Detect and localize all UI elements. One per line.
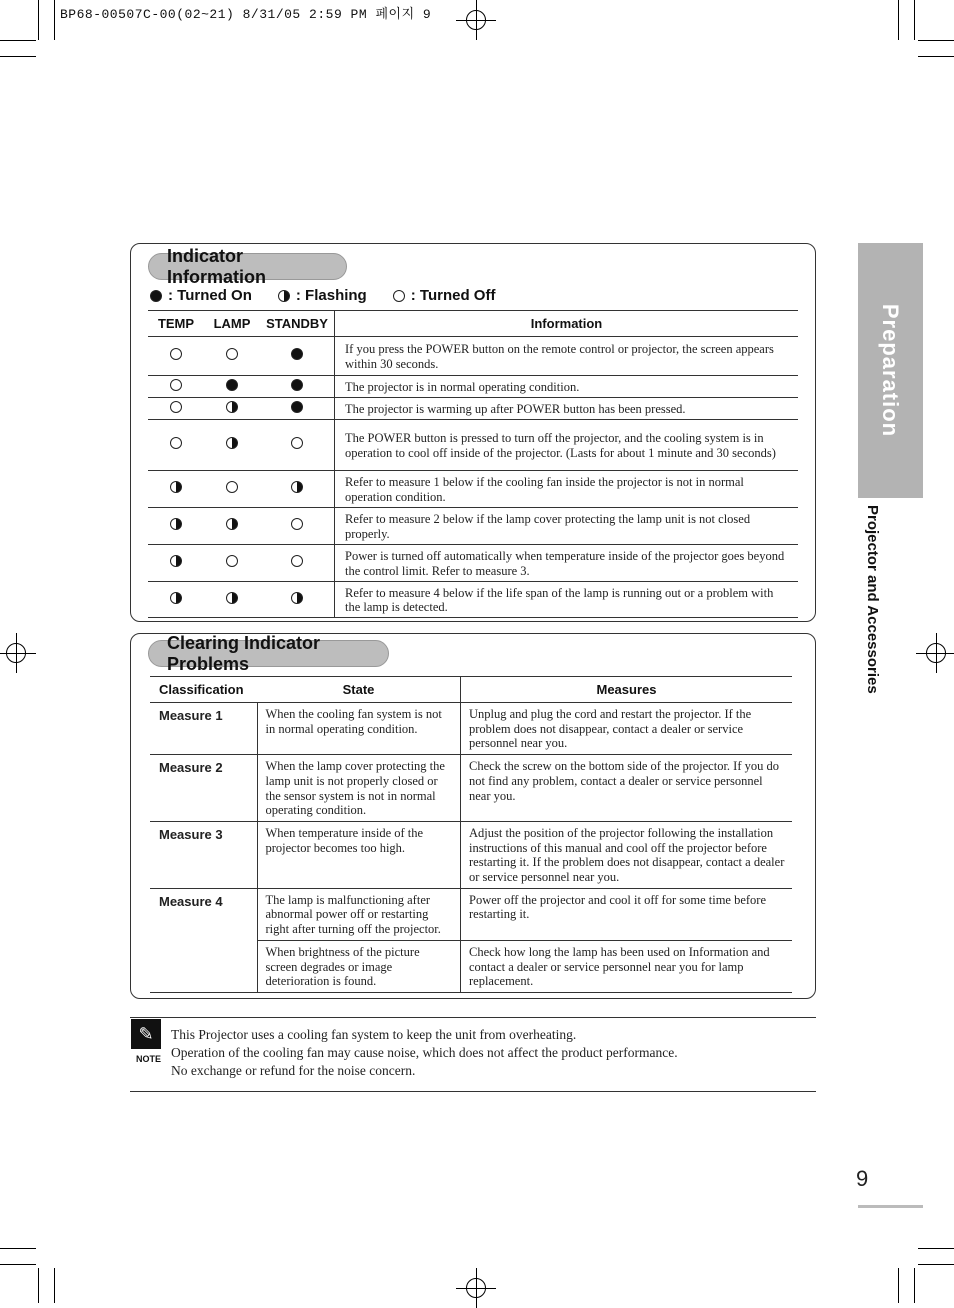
- measures-cell: Adjust the position of the projector following the installation instructions of this manual and cool off the projector before restarting it. If the problem does not disappear, contact a dealer or service personnel near you.: [461, 821, 793, 888]
- indicator-row: [148, 337, 798, 376]
- turned-off-icon: [226, 481, 238, 493]
- measures-cell: Check the screw on the bottom side of the projector. If you do not find any problem, contact a dealer or service personnel near you.: [461, 755, 793, 822]
- classification-cell: [150, 940, 257, 992]
- turned-on-icon: [291, 379, 303, 391]
- indicator-temp-cell: [148, 545, 204, 582]
- classification-cell: Measure 3: [150, 821, 257, 888]
- registration-mark-left: [0, 633, 36, 673]
- indicator-lamp-cell: [204, 508, 260, 545]
- indicator-lamp-cell: [204, 420, 260, 471]
- indicator-information-title: Indicator Information: [148, 253, 347, 280]
- indicator-info-cell: Refer to measure 1 below if the cooling fan inside the projector is not in normal operation condition.: [335, 471, 799, 508]
- flashing-icon: [170, 481, 182, 493]
- indicator-temp-cell: [148, 582, 204, 618]
- clearing-row: [150, 888, 792, 940]
- subsection-label: [858, 505, 888, 705]
- indicator-row: [148, 508, 798, 545]
- page-number: 9: [856, 1166, 869, 1191]
- indicator-info-cell: Refer to measure 4 below if the life span of the lamp is running out or a problem with the lamp is detected.: [335, 582, 799, 618]
- clearing-row: [150, 940, 792, 992]
- col-standby: STANDBY: [260, 311, 335, 337]
- note-line: Operation of the cooling fan may cause noise, which does not affect the product performance.: [171, 1045, 678, 1060]
- note-line: This Projector uses a cooling fan system to keep the unit from overheating.: [171, 1027, 577, 1042]
- indicator-standby-cell: [260, 471, 335, 508]
- state-cell: When the cooling fan system is not in normal operating condition.: [257, 703, 461, 755]
- flashing-icon: [226, 401, 238, 413]
- indicator-standby-cell: [260, 376, 335, 398]
- col-state: State: [257, 677, 461, 703]
- indicator-lamp-cell: [204, 545, 260, 582]
- print-header: BP68-00507C-00(02~21) 8/31/05 2:59 PM 페이지 9: [60, 7, 432, 22]
- clearing-row: [150, 755, 792, 822]
- indicator-row: [148, 582, 798, 618]
- classification-cell: Measure 1: [150, 703, 257, 755]
- flashing-icon: [170, 555, 182, 567]
- turned-on-icon: [291, 401, 303, 413]
- flashing-icon: [226, 437, 238, 449]
- indicator-standby-cell: [260, 582, 335, 618]
- indicator-standby-cell: [260, 337, 335, 376]
- indicator-temp-cell: [148, 337, 204, 376]
- indicator-row: [148, 545, 798, 582]
- pencil-note-icon: ✎: [131, 1019, 161, 1049]
- state-cell: When temperature inside of the projector becomes too high.: [257, 821, 461, 888]
- indicator-lamp-cell: [204, 398, 260, 420]
- indicator-temp-cell: [148, 508, 204, 545]
- indicator-table: [148, 310, 798, 618]
- legend-flashing-label: : Flashing: [295, 287, 367, 304]
- indicator-lamp-cell: [204, 582, 260, 618]
- indicator-lamp-cell: [204, 337, 260, 376]
- legend-turned-off: [393, 287, 496, 304]
- indicator-temp-cell: [148, 398, 204, 420]
- indicator-row: [148, 471, 798, 508]
- flashing-icon: [170, 518, 182, 530]
- flashing-icon: [278, 290, 290, 302]
- indicator-standby-cell: [260, 508, 335, 545]
- turned-off-icon: [170, 437, 182, 449]
- measures-cell: Power off the projector and cool it off for some time before restarting it.: [461, 888, 793, 940]
- col-information: Information: [335, 311, 799, 337]
- indicator-info-cell: Refer to measure 2 below if the lamp cover protecting the lamp unit is not closed properly.: [335, 508, 799, 545]
- indicator-standby-cell: [260, 398, 335, 420]
- state-cell: When the lamp cover protecting the lamp unit is not properly closed or the sensor system is not in normal operating condition.: [257, 755, 461, 822]
- section-tab: [858, 243, 923, 498]
- clearing-table: [150, 676, 792, 993]
- turned-off-icon: [291, 437, 303, 449]
- turned-off-icon: [226, 348, 238, 360]
- section-tab-label: Preparation: [878, 303, 904, 438]
- turned-off-icon: [226, 555, 238, 567]
- col-classification: Classification: [150, 677, 257, 703]
- state-cell: When brightness of the picture screen degrades or image deterioration is found.: [257, 940, 461, 992]
- col-temp: TEMP: [148, 311, 204, 337]
- indicator-info-cell: The POWER button is pressed to turn off the projector, and the cooling system is in operation to cool off inside of the projector. (Lasts for about 1 minute and 30 seconds): [335, 420, 799, 471]
- registration-mark-top: [456, 0, 496, 40]
- indicator-row: [148, 398, 798, 420]
- clearing-table-header: [150, 677, 792, 703]
- page-number-rule: [858, 1205, 923, 1208]
- indicator-info-cell: Power is turned off automatically when temperature inside of the projector goes beyond the control limit. Refer to measure 3.: [335, 545, 799, 582]
- turned-on-icon: [226, 379, 238, 391]
- flashing-icon: [291, 481, 303, 493]
- indicator-info-cell: If you press the POWER button on the remote control or projector, the screen appears within 30 seconds.: [335, 337, 799, 376]
- indicator-lamp-cell: [204, 376, 260, 398]
- legend-turned-on: [150, 287, 252, 304]
- col-measures: Measures: [461, 677, 793, 703]
- indicator-temp-cell: [148, 420, 204, 471]
- note-line: No exchange or refund for the noise concern.: [171, 1063, 416, 1078]
- clearing-row: [150, 821, 792, 888]
- note-section: [130, 1017, 816, 1092]
- flashing-icon: [291, 592, 303, 604]
- measures-cell: Check how long the lamp has been used on Information and contact a dealer or service personnel near you for lamp replacement.: [461, 940, 793, 992]
- classification-cell: Measure 4: [159, 893, 223, 909]
- turned-off-icon: [291, 518, 303, 530]
- turned-on-icon: [150, 290, 162, 302]
- flashing-icon: [170, 592, 182, 604]
- note-label: NOTE: [136, 1054, 162, 1064]
- indicator-info-cell: The projector is in normal operating condition.: [335, 376, 799, 398]
- indicator-row: [148, 420, 798, 471]
- classification-cell: Measure 2: [150, 755, 257, 822]
- indicator-legend: [150, 287, 521, 304]
- turned-on-icon: [291, 348, 303, 360]
- turned-off-icon: [170, 379, 182, 391]
- measures-cell: Unplug and plug the cord and restart the projector. If the problem does not disappear, contact a dealer or service personnel near you.: [461, 703, 793, 755]
- legend-turned-off-label: : Turned Off: [410, 287, 496, 304]
- indicator-row: [148, 376, 798, 398]
- indicator-info-cell: The projector is warming up after POWER button has been pressed.: [335, 398, 799, 420]
- state-cell: The lamp is malfunctioning after abnormal power off or restarting right after turning off the projector.: [257, 888, 461, 940]
- indicator-standby-cell: [260, 420, 335, 471]
- registration-mark-bottom: [456, 1268, 496, 1308]
- turned-off-icon: [170, 348, 182, 360]
- subsection-label-text: Projector and Accessories: [864, 505, 882, 694]
- clearing-problems-title: Clearing Indicator Problems: [148, 640, 389, 667]
- legend-turned-on-label: : Turned On: [168, 287, 252, 304]
- indicator-temp-cell: [148, 471, 204, 508]
- turned-off-icon: [291, 555, 303, 567]
- flashing-icon: [226, 592, 238, 604]
- legend-flashing: [278, 287, 367, 304]
- indicator-table-header: [148, 311, 798, 337]
- indicator-lamp-cell: [204, 471, 260, 508]
- indicator-standby-cell: [260, 545, 335, 582]
- turned-off-icon: [393, 290, 405, 302]
- note-text: [171, 1026, 678, 1080]
- clearing-row: [150, 703, 792, 755]
- indicator-temp-cell: [148, 376, 204, 398]
- flashing-icon: [226, 518, 238, 530]
- col-lamp: LAMP: [204, 311, 260, 337]
- turned-off-icon: [170, 401, 182, 413]
- registration-mark-right: [916, 633, 954, 673]
